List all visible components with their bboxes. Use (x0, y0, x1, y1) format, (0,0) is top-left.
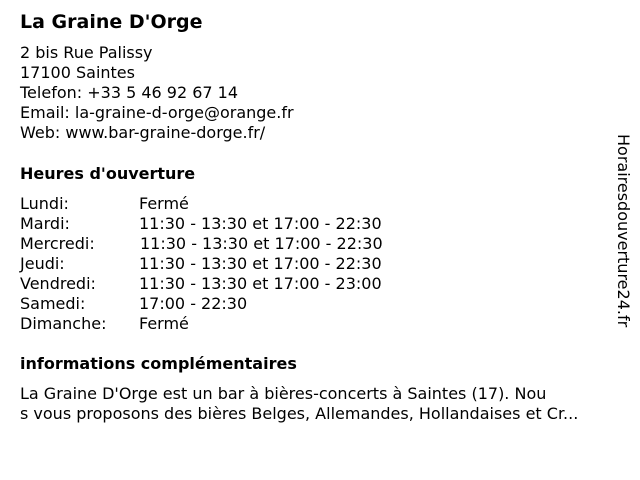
description-line: La Graine D'Orge est un bar à bières-concerts à Saintes (17). Nou (20, 384, 547, 403)
day-label: Vendredi: (20, 274, 96, 293)
day-hours: 11:30 - 13:30 et 17:00 - 22:30 (139, 214, 382, 233)
day-label: Dimanche: (20, 314, 107, 333)
day-hours: 11:30 - 13:30 et 17:00 - 23:00 (139, 274, 382, 293)
day-hours: 11:30 - 13:30 et 17:00 - 22:30 (140, 234, 383, 253)
contact-block (20, 43, 294, 143)
address-street: 2 bis Rue Palissy (20, 43, 153, 62)
day-hours: 11:30 - 13:30 et 17:00 - 22:30 (139, 254, 382, 273)
day-hours: 17:00 - 22:30 (139, 294, 248, 313)
website: Web: www.bar-graine-dorge.fr/ (20, 123, 266, 142)
address-city: 17100 Saintes (20, 63, 135, 82)
business-description (20, 384, 632, 424)
business-name: La Graine D'Orge (20, 11, 203, 33)
site-watermark: Horairesdouverture24.fr (614, 134, 633, 328)
day-label: Jeudi: (20, 254, 65, 273)
day-label: Lundi: (20, 194, 69, 213)
day-hours: Fermé (139, 314, 189, 333)
phone-number: Telefon: +33 5 46 92 67 14 (20, 83, 239, 102)
day-label: Mercredi: (20, 234, 95, 253)
day-hours: Fermé (139, 194, 189, 213)
email-address: Email: la-graine-d-orge@orange.fr (20, 103, 294, 122)
day-label: Mardi: (20, 214, 70, 233)
day-label: Samedi: (20, 294, 86, 313)
description-line: s vous proposons des bières Belges, Allemandes, Hollandaises et Cr... (20, 404, 579, 423)
additional-info-heading: informations complémentaires (20, 354, 297, 373)
opening-hours-heading: Heures d'ouverture (20, 164, 196, 183)
